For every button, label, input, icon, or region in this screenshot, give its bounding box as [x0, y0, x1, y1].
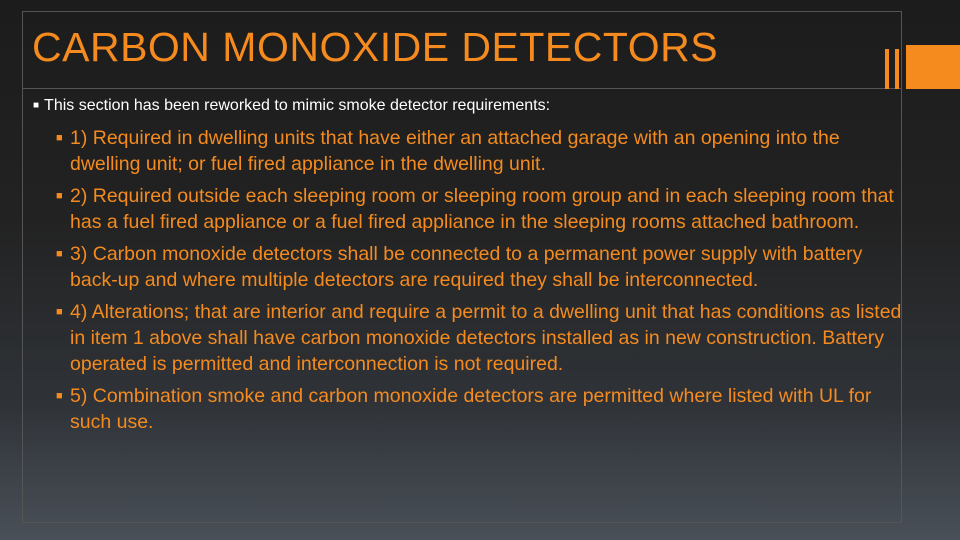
- intro-text: This section has been reworked to mimic smoke detector requirements:: [44, 97, 551, 114]
- intro-bullet: [33, 96, 893, 116]
- list-item: [56, 125, 906, 177]
- square-bullet-icon: ■: [56, 190, 63, 202]
- item-text: 4) Alterations; that are interior and require a permit to a dwelling unit that has conditions as listed in item 1 above shall have carbon monoxide detectors installed as in new construction. Battery operated is permitted and interconnection is not required.: [70, 301, 902, 375]
- requirements-list: [56, 125, 906, 441]
- list-item: [56, 183, 906, 235]
- item-text: 3) Carbon monoxide detectors shall be connected to a permanent power supply with battery back-up and where multiple detectors are required they shall be interconnected.: [70, 243, 863, 291]
- slide-title: CARBON MONOXIDE DETECTORS: [32, 24, 719, 70]
- item-text: 5) Combination smoke and carbon monoxide detectors are permitted where listed with UL for such use.: [70, 385, 872, 433]
- accent-bar-left: [885, 49, 889, 89]
- list-item: [56, 241, 906, 293]
- list-item: [56, 383, 906, 435]
- item-text: 2) Required outside each sleeping room or sleeping room group and in each sleeping room that has a fuel fired appliance or a fuel fired appliance in the sleeping rooms attached bathroom.: [70, 185, 894, 233]
- list-item: [56, 299, 906, 377]
- item-text: 1) Required in dwelling units that have either an attached garage with an opening into the dwelling unit; or fuel fired appliance in the dwelling unit.: [70, 127, 840, 175]
- square-bullet-icon: ■: [56, 390, 63, 402]
- square-bullet-icon: ■: [33, 100, 40, 111]
- square-bullet-icon: ■: [56, 306, 63, 318]
- accent-block: [906, 45, 960, 89]
- square-bullet-icon: ■: [56, 248, 63, 260]
- square-bullet-icon: ■: [56, 132, 63, 144]
- accent-bar-right: [895, 49, 899, 89]
